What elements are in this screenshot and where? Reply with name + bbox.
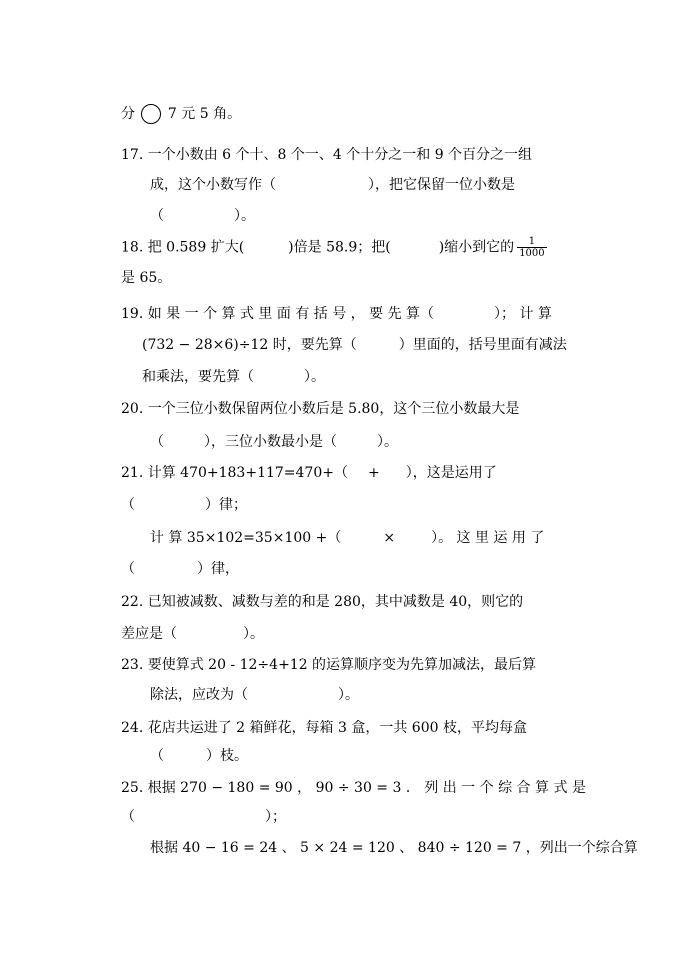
question-text: ）。 [234, 208, 255, 224]
top-line [121, 104, 241, 124]
question-18-line-1 [121, 236, 547, 259]
question-text: 一个小数由 6 个十、8 个一、4 个十分之一和 9 个百分之一组 [147, 147, 533, 163]
question-number: 18. [121, 239, 144, 256]
question-17-line-2 [150, 175, 515, 195]
question-text: 如 果 一 个 算 式 里 面 有 括 号 ， 要 先 算（ [147, 306, 435, 322]
question-text: (732 − 28×6)÷12 时，要先算（ [142, 337, 357, 353]
question-text: )倍是 58.9；把( [288, 239, 391, 256]
question-text: （ [150, 434, 164, 450]
question-text: ）。 [338, 687, 359, 703]
question-19-line-3 [142, 367, 325, 387]
question-text: 根据 40 − 16 = 24 、 5 × 24 = 120 、 840 ÷ 120 = 7 ，列出一个综合算 [150, 840, 638, 856]
question-text: ）枝。 [206, 748, 248, 764]
question-text: 和乘法，要先算（ [142, 369, 254, 385]
question-text: 差应是（ [121, 626, 177, 642]
question-21-line-4 [121, 559, 239, 579]
question-21-line-3 [150, 528, 544, 548]
question-text: ）律； [205, 497, 247, 513]
question-text: 计 算 35×102=35×100 +（ [150, 530, 342, 546]
question-text: ），把它保留一位小数是 [368, 177, 515, 193]
question-text: ）。 这 里 运 用 了 [431, 530, 545, 546]
question-22-line-2 [121, 624, 264, 644]
question-text: 根据 270 − 180 = 90 ， 90 ÷ 30 = 3 ． 列 出 一 个 综 合 算 式 是 [147, 780, 586, 796]
question-21-line-2 [121, 495, 247, 515]
question-text: ）律， [197, 561, 239, 577]
question-text: ）。 [304, 369, 325, 385]
question-number: 17. [121, 147, 144, 163]
question-25-line-3 [150, 838, 638, 858]
question-number: 23. [121, 657, 144, 673]
question-text: 把 0.589 扩大( [147, 239, 245, 256]
question-text: 除法，应改为（ [150, 687, 248, 703]
question-text: ），这是运用了 [405, 465, 497, 481]
top-text-b: 7 元 5 角。 [167, 106, 242, 122]
question-text: ）。 [377, 434, 398, 450]
times-sign: × [383, 530, 396, 546]
question-number: 25. [121, 780, 144, 796]
question-21-line-1 [121, 463, 497, 483]
question-number: 24. [121, 720, 144, 736]
question-text: 成，这个小数写作（ [150, 177, 276, 193]
question-text: 要使算式 20 - 12÷4+12 的运算顺序变为先算加减法，最后算 [147, 657, 537, 673]
question-text: ）； [265, 809, 286, 825]
question-number: 22. [121, 594, 144, 610]
question-17-line-1 [121, 145, 532, 165]
question-text: 已知被减数、减数与差的和是 280，其中减数是 40，则它的 [147, 594, 524, 610]
question-24-line-2 [150, 746, 248, 766]
question-text: 是 65。 [121, 270, 172, 286]
question-text: ）； 计 算 [494, 306, 552, 322]
question-number: 19. [121, 306, 144, 322]
question-17-line-3 [150, 206, 255, 226]
fraction [517, 236, 546, 259]
question-23-line-2 [150, 685, 359, 705]
question-text: （ [150, 208, 164, 224]
plus-sign: + [367, 465, 380, 481]
question-20-line-1 [121, 399, 519, 419]
question-text: 计算 470+183+117=470+（ [147, 465, 348, 481]
question-number: 21. [121, 465, 144, 481]
question-19-line-1 [121, 304, 552, 324]
question-text: 一个三位小数保留两位小数后是 5.80，这个三位小数最大是 [147, 401, 520, 417]
question-22-line-1 [121, 592, 523, 612]
question-text: （ [121, 809, 135, 825]
top-text-a: 分 [121, 106, 135, 122]
question-25-line-2 [121, 807, 286, 827]
compare-circle-icon [141, 104, 161, 124]
question-18-line-2 [121, 268, 171, 288]
question-text: （ [121, 561, 135, 577]
question-text: )缩小到它的 [438, 239, 515, 256]
question-text: 花店共运进了 2 箱鲜花，每箱 3 盒，一共 600 枝，平均每盒 [147, 720, 527, 736]
question-text: （ [150, 748, 164, 764]
question-20-line-2 [150, 432, 398, 452]
question-19-line-2 [142, 335, 567, 355]
question-text: （ [121, 497, 135, 513]
question-25-line-1 [121, 778, 586, 798]
question-23-line-1 [121, 655, 536, 675]
fraction-numerator: 1 [517, 236, 546, 248]
question-24-line-1 [121, 718, 527, 738]
question-text: ），三位小数最小是（ [204, 434, 337, 450]
question-number: 20. [121, 401, 144, 417]
question-text: ）里面的，括号里面有减法 [398, 337, 567, 353]
question-text: ）。 [243, 626, 264, 642]
fraction-denominator: 1000 [519, 248, 545, 259]
